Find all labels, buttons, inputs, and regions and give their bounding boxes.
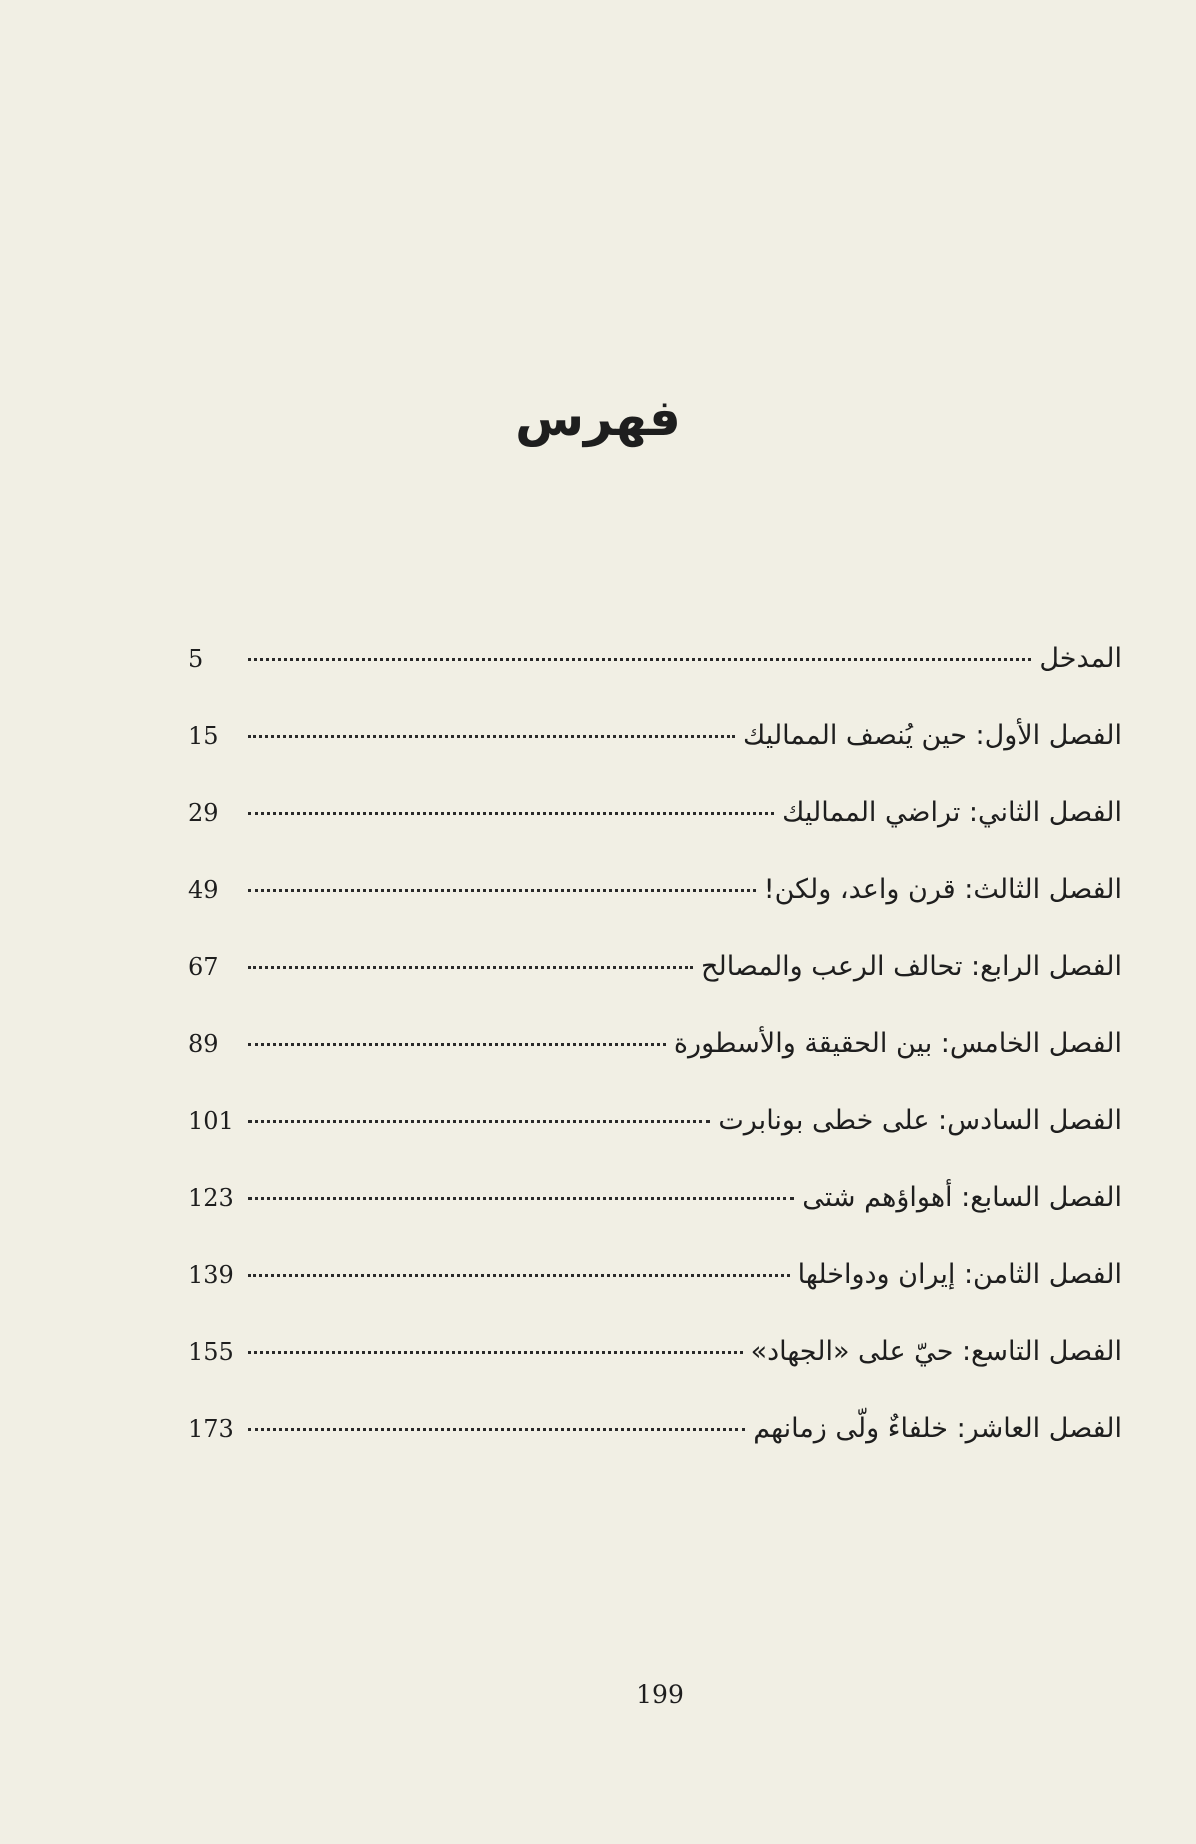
toc-entry [188, 620, 1122, 697]
dot-leader [248, 888, 756, 892]
toc-label: الفصل الثالث: قرن واعد، ولكن! [763, 874, 1122, 905]
toc-label: الفصل التاسع: حيّ على «الجهاد» [750, 1336, 1122, 1367]
toc-page-number: 155 [188, 1338, 234, 1366]
dot-leader [248, 1042, 666, 1046]
toc-entry [188, 928, 1122, 1005]
toc-entry [188, 1082, 1122, 1159]
dot-leader [248, 1273, 790, 1277]
toc-label: الفصل الخامس: بين الحقيقة والأسطورة [673, 1028, 1122, 1059]
table-of-contents [188, 620, 1122, 1467]
dot-leader [248, 1119, 710, 1123]
toc-label: الفصل الثامن: إيران ودواخلها [797, 1259, 1122, 1290]
toc-label: الفصل الأول: حين يُنصف المماليك [743, 720, 1122, 751]
toc-page-number: 101 [188, 1107, 234, 1135]
toc-page-number: 139 [188, 1261, 234, 1289]
toc-page-number: 49 [188, 876, 219, 904]
dot-leader [248, 965, 693, 969]
toc-entry [188, 774, 1122, 851]
toc-entry [188, 1005, 1122, 1082]
toc-page-number: 5 [188, 645, 204, 673]
toc-page-number: 29 [188, 799, 219, 827]
dot-leader [248, 657, 1031, 661]
toc-label: الفصل الرابع: تحالف الرعب والمصالح [701, 951, 1122, 982]
toc-entry [188, 697, 1122, 774]
toc-label: المدخل [1039, 643, 1122, 674]
page-title: فهرس [515, 389, 681, 447]
toc-entry [188, 1159, 1122, 1236]
toc-page-number: 123 [188, 1184, 234, 1212]
toc-label: الفصل العاشر: خلفاءٌ ولّى زمانهم [753, 1413, 1122, 1444]
dot-leader [248, 1350, 743, 1354]
toc-entry [188, 1390, 1122, 1467]
toc-entry [188, 1236, 1122, 1313]
dot-leader [248, 1427, 745, 1431]
toc-label: الفصل الثاني: تراضي المماليك [782, 797, 1122, 828]
toc-label: الفصل السادس: على خطى بونابرت [718, 1105, 1122, 1136]
toc-page-number: 89 [188, 1030, 219, 1058]
dot-leader [248, 734, 735, 738]
toc-entry [188, 851, 1122, 928]
toc-entry [188, 1313, 1122, 1390]
toc-page-number: 67 [188, 953, 219, 981]
page-number: 199 [636, 1680, 684, 1709]
toc-page-number: 173 [188, 1415, 234, 1443]
dot-leader [248, 811, 774, 815]
toc-label: الفصل السابع: أهواؤهم شتى [802, 1182, 1122, 1213]
dot-leader [248, 1196, 794, 1200]
toc-page-number: 15 [188, 722, 219, 750]
